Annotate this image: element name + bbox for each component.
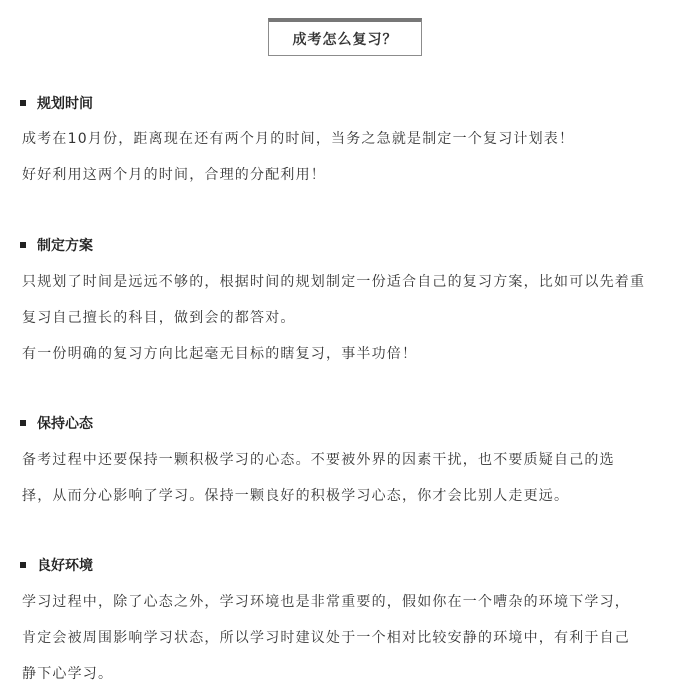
paragraph-line: 只规划了时间是远远不够的，根据时间的规划制定一份适合自己的复习方案，比如可以先着重 — [22, 274, 646, 290]
paragraph-line: 择，从而分心影响了学习。保持一颗良好的积极学习心态，你才会比别人走更远。 — [22, 488, 570, 504]
page-title: 成考怎么复习？ — [268, 18, 422, 56]
square-bullet-icon — [20, 242, 26, 248]
section-heading-label: 良好环境 — [37, 558, 93, 574]
section-heading-plan-time — [20, 93, 93, 113]
section-heading-label: 制定方案 — [37, 238, 93, 254]
section-heading-mindset — [20, 413, 93, 433]
square-bullet-icon — [20, 562, 26, 568]
paragraph-line: 备考过程中还要保持一颗积极学习的心态。不要被外界的因素干扰，也不要质疑自己的选 — [22, 452, 615, 468]
paragraph-line: 有一份明确的复习方向比起毫无目标的瞎复习，事半功倍！ — [22, 346, 418, 362]
paragraph-line: 肯定会被周围影响学习状态，所以学习时建议处于一个相对比较安静的环境中，有利于自己 — [22, 630, 630, 646]
paragraph-line: 静下心学习。 — [22, 666, 114, 682]
square-bullet-icon — [20, 420, 26, 426]
paragraph-line: 学习过程中，除了心态之外，学习环境也是非常重要的，假如你在一个嘈杂的环境下学习， — [22, 594, 630, 610]
paragraph-line: 成考在10月份，距离现在还有两个月的时间，当务之急就是制定一个复习计划表！ — [22, 131, 575, 147]
section-heading-label: 规划时间 — [37, 96, 93, 112]
paragraph-line: 复习自己擅长的科目，做到会的都答对。 — [22, 310, 296, 326]
paragraph-line: 好好利用这两个月的时间，合理的分配利用！ — [22, 167, 326, 183]
section-heading-label: 保持心态 — [37, 416, 93, 432]
square-bullet-icon — [20, 100, 26, 106]
section-heading-make-plan — [20, 235, 93, 255]
section-heading-environment — [20, 555, 93, 575]
